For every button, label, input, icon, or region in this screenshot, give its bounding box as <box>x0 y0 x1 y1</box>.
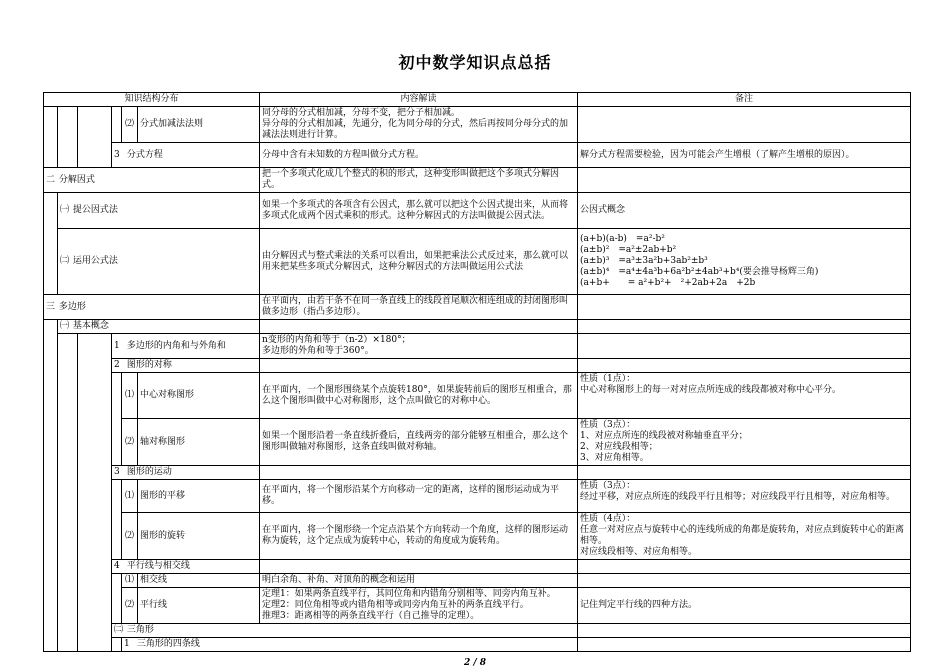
row-note <box>578 168 911 193</box>
header-structure: 知识结构分布 <box>44 93 260 107</box>
row-label: 2 图形的对称 <box>112 359 260 373</box>
table-row <box>44 168 911 193</box>
row-label: 相交线 <box>138 574 260 588</box>
row-label: 图形的旋转 <box>138 513 260 560</box>
row-content: 分母中含有未知数的方程叫做分式方程。 <box>260 143 578 168</box>
table-row <box>44 143 911 168</box>
row-note: 解分式方程需要检验，因为可能会产生增根（了解产生增根的原因）。 <box>578 143 911 168</box>
row-content: 由分解因式与整式乘法的关系可以看出，如果把乘法公式反过来，那么就可以用来把某些多项式分解因式，这种分解因式的方法叫做运用公式法 <box>260 229 578 295</box>
row-note: (a+b)(a-b) =a²-b² (a±b)² =a²±2ab+b² (a±b)³ =a³±3a²b+3ab²±b³ (a±b)⁴ =a⁴±4a³b+6a²b²±4ab³+b⁴(要会推导杨辉三角) (a+b+ = a²+b²+ ²+2ab+2a +2b <box>578 229 911 295</box>
row-label: 3 分式方程 <box>112 143 260 168</box>
table-row <box>44 295 911 320</box>
row-label: 1 多边形的内角和与外角和 <box>112 334 260 359</box>
table-row <box>44 229 911 295</box>
row-label: 三 多边形 <box>44 295 260 320</box>
table-row <box>44 373 911 419</box>
header-note: 备注 <box>578 93 911 107</box>
row-content: 在平面内，一个图形围绕某个点旋转180°，如果旋转前后的图形互相重合，那么这个图形叫做中心对称图形，这个点叫做它的对称中心。 <box>260 373 578 419</box>
row-number: ⑵ <box>122 513 138 560</box>
row-label: ㈠ 提公因式法 <box>58 193 260 229</box>
table-row <box>44 560 911 574</box>
table-row <box>44 359 911 373</box>
row-content: 在平面内，将一个图形沿某个方向移动一定的距离，这样的图形运动成为平移。 <box>260 480 578 513</box>
page-number: 2 / 8 <box>463 658 487 668</box>
table-row <box>44 107 911 143</box>
row-label: 中心对称图形 <box>138 373 260 419</box>
row-number: ⑵ <box>122 419 138 466</box>
table-row <box>44 320 911 334</box>
row-label: ㈡ 三角形 <box>112 624 578 638</box>
table-row <box>44 419 911 466</box>
row-label: 轴对称图形 <box>138 419 260 466</box>
row-content: 如果一个图形沿着一条直线折叠后，直线两旁的部分能够互相重合，那么这个图形叫做轴对称图形，这条直线叫做对称轴。 <box>260 419 578 466</box>
row-number: ⑴ <box>122 480 138 513</box>
row-number: ⑵ <box>122 588 138 624</box>
row-note: 公因式概念 <box>578 193 911 229</box>
row-label: ㈡ 运用公式法 <box>58 229 260 295</box>
header-row <box>44 93 911 107</box>
table-row <box>44 334 911 359</box>
table-row <box>44 480 911 513</box>
row-note <box>578 295 911 320</box>
row-note: 性质（3点）： 1、对应点所连的线段被对称轴垂直平分； 2、对应线段相等； 3、对应角相等。 <box>578 419 911 466</box>
row-content: 同分母的分式相加减，分母不变，把分子相加减。 异分母的分式相加减，先通分，化为同分母的分式，然后再按同分母分式的加减法法则进行计算。 <box>260 107 578 143</box>
knowledge-table <box>43 92 911 652</box>
row-label: 图形的平移 <box>138 480 260 513</box>
row-note <box>578 334 911 359</box>
table-row <box>44 624 911 638</box>
row-content: 定理1：如果两条直线平行，其同位角和内错角分别相等、同旁内角互补。 定理2：同位角相等或内错角相等或同旁内角互补的两条直线平行。 推理3：距离相等的两条直线平行（自己推导的定理）。 <box>260 588 578 624</box>
table-row <box>44 638 911 652</box>
row-content: 明白余角、补角、对顶角的概念和运用 <box>260 574 578 588</box>
document-title: 初中数学知识点总括 <box>398 53 552 72</box>
row-label: 平行线 <box>138 588 260 624</box>
row-number: ⑴ <box>122 373 138 419</box>
row-content: 如果一个多项式的各项含有公因式，那么就可以把这个公因式提出来，从而将多项式化成两个因式乘积的形式。这种分解因式的方法叫做提公因式法。 <box>260 193 578 229</box>
row-label: 二 分解因式 <box>44 168 260 193</box>
table-row <box>44 466 911 480</box>
row-label: 4 平行线与相交线 <box>112 560 260 574</box>
row-label: 分式加减法法则 <box>138 107 260 143</box>
row-number: ⑴ <box>122 574 138 588</box>
table-row <box>44 193 911 229</box>
row-label: 3 图形的运动 <box>112 466 260 480</box>
row-content: 在平面内，由若干条不在同一条直线上的线段首尾顺次相连组成的封闭图形叫做多边形（指凸多边形）。 <box>260 295 578 320</box>
row-note: 性质（3点）： 经过平移，对应点所连的线段平行且相等；对应线段平行且相等，对应角相等。 <box>578 480 911 513</box>
row-label: 1 三角形的四条线 <box>122 638 578 652</box>
table-row <box>44 513 911 560</box>
row-content: n变形的内角和等于（n-2）×180°； 多边形的外角和等于360°。 <box>260 334 578 359</box>
table-row <box>44 588 911 624</box>
row-note <box>578 574 911 588</box>
table-row <box>44 574 911 588</box>
row-content: 在平面内，将一个图形绕一个定点沿某个方向转动一个角度，这样的图形运动称为旋转，这个定点成为旋转中心，转动的角度成为旋转角。 <box>260 513 578 560</box>
row-note: 记住判定平行线的四种方法。 <box>578 588 911 624</box>
row-note <box>578 107 911 143</box>
header-content: 内容解读 <box>260 93 578 107</box>
row-note: 性质（1点）： 中心对称图形上的每一对对应点所连成的线段都被对称中心平分。 <box>578 373 911 419</box>
row-number: ⑵ <box>122 107 138 143</box>
row-note: 性质（4点）： 任意一对对应点与旋转中心的连线所成的角都是旋转角，对应点到旋转中心的距离相等。 对应线段相等、对应角相等。 <box>578 513 911 560</box>
row-label: ㈠ 基本概念 <box>58 320 260 334</box>
row-content: 把一个多项式化成几个整式的积的形式，这种变形叫做把这个多项式分解因式。 <box>260 168 578 193</box>
